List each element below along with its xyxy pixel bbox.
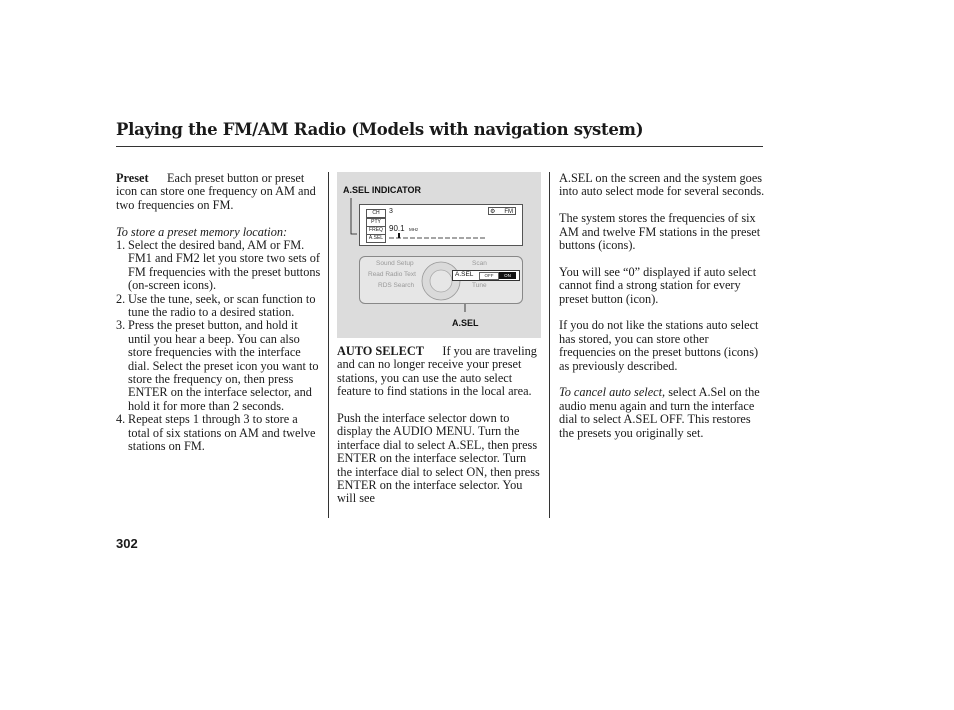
step-text: Use the tune, seek, or scan function to tune the radio to a desired station. [128,291,316,320]
asel-off-option: OFF [479,272,499,280]
auto-select-text-line1: If you are [442,344,491,358]
title-rule [116,146,763,147]
preset-paragraph [116,172,321,212]
step-number: 2. [116,291,126,306]
ch-button: CH [366,209,386,218]
preset-heading: Preset [116,171,149,185]
step-number: 1. [116,238,126,253]
column-divider-1 [328,172,329,518]
band-icon: ⚙ [490,209,496,215]
rds-search-item: RDS Search [378,282,415,289]
step-text: Repeat steps 1 through 3 to store a total of six stations on AM and twelve stations on FM. [128,412,316,454]
asel-item-label: A.SEL [455,271,474,278]
freq-button: FREQ [366,226,386,235]
cancel-heading: To cancel auto select, [559,385,666,400]
preset-text-line1: Each preset button or [167,171,272,185]
paragraph-zero-displayed: You will see “0” displayed if auto select cannot find a strong station for every preset button (icon). [559,264,757,306]
asel-menu-item [452,270,520,281]
radio-screen [359,204,523,246]
paragraph-stores-frequencies: The system stores the frequencies of six AM and twelve FM stations in the preset buttons (icons). [559,211,761,253]
sound-setup-item: Sound Setup [376,260,414,267]
tuning-scale [360,205,522,245]
column-2 [337,345,543,506]
tune-item: Tune [472,282,487,289]
frequency-readout: 90.1 [389,224,405,233]
step-number: 3. [116,318,126,333]
asel-figure [337,172,541,338]
asel-label: A.SEL [452,318,479,328]
step-number: 4. [116,412,126,427]
auto-select-paragraph [337,345,543,399]
cancel-text: select A.Sel on the audio menu again and turn the interface dial to select A.SEL OFF. This restores the presets you originally set. [559,385,760,440]
read-radio-text-item: Read Radio Text [368,271,416,278]
frequency-unit: MHz [409,227,419,232]
step-item [116,413,321,453]
auto-select-text: traveling and can no longer receive your preset stations, you can use the auto select feature to find stations in the local area. [337,344,537,399]
step-item [116,319,321,413]
figure-leader-lines [337,172,541,338]
pty-button: PTY [366,218,386,227]
memory-heading: To store a preset memory location: [116,224,288,239]
preset-text: preset icon can store one frequency on AM and two frequencies on FM. [116,171,316,212]
paragraph-store-other: If you do not like the stations auto select has stored, you can store other frequencies on the preset buttons (icons) as previously described. [559,318,759,373]
band-text: FM [504,209,513,215]
auto-select-heading: AUTO SELECT [337,344,424,358]
column-3 [559,172,765,440]
scan-item: Scan [472,260,487,267]
audio-menu-panel [359,256,523,304]
step-item [116,239,321,293]
paragraph-cancel-auto-select [559,386,765,440]
column-1 [116,172,321,454]
step-text: Press the preset button, and hold it until you hear a beep. You can also store frequencies with the interface dial. Select the preset icon you want to store the frequency on, then press ENTER on the interface selector, and hold it for more than 2 seconds. [128,318,319,413]
push-selector-paragraph: Push the interface selector down to display the AUDIO MENU. Turn the interface dial to select A.SEL, then press ENTER on the interface selector. Turn the interface dial to select ON, then press ENTER on the interface selector. You will see [337,411,540,506]
asel-on-option: ON [499,272,516,279]
column-divider-2 [549,172,550,518]
asel-indicator-label: A.SEL INDICATOR [343,185,422,195]
step-text: Select the desired band, AM or FM. FM1 and FM2 let you store two sets of FM frequencies with the preset buttons (on-screen icons). [128,238,321,293]
paragraph-asel-screen: A.SEL on the screen and the system goes into auto select mode for several seconds. [559,171,765,199]
asel-button: A.SEL [366,234,386,243]
channel-number: 3 [389,208,393,215]
steps-list [116,239,321,454]
page-title: Playing the FM/AM Radio (Models with navigation system) [116,120,644,139]
page-number: 302 [116,536,138,551]
step-item [116,293,321,320]
